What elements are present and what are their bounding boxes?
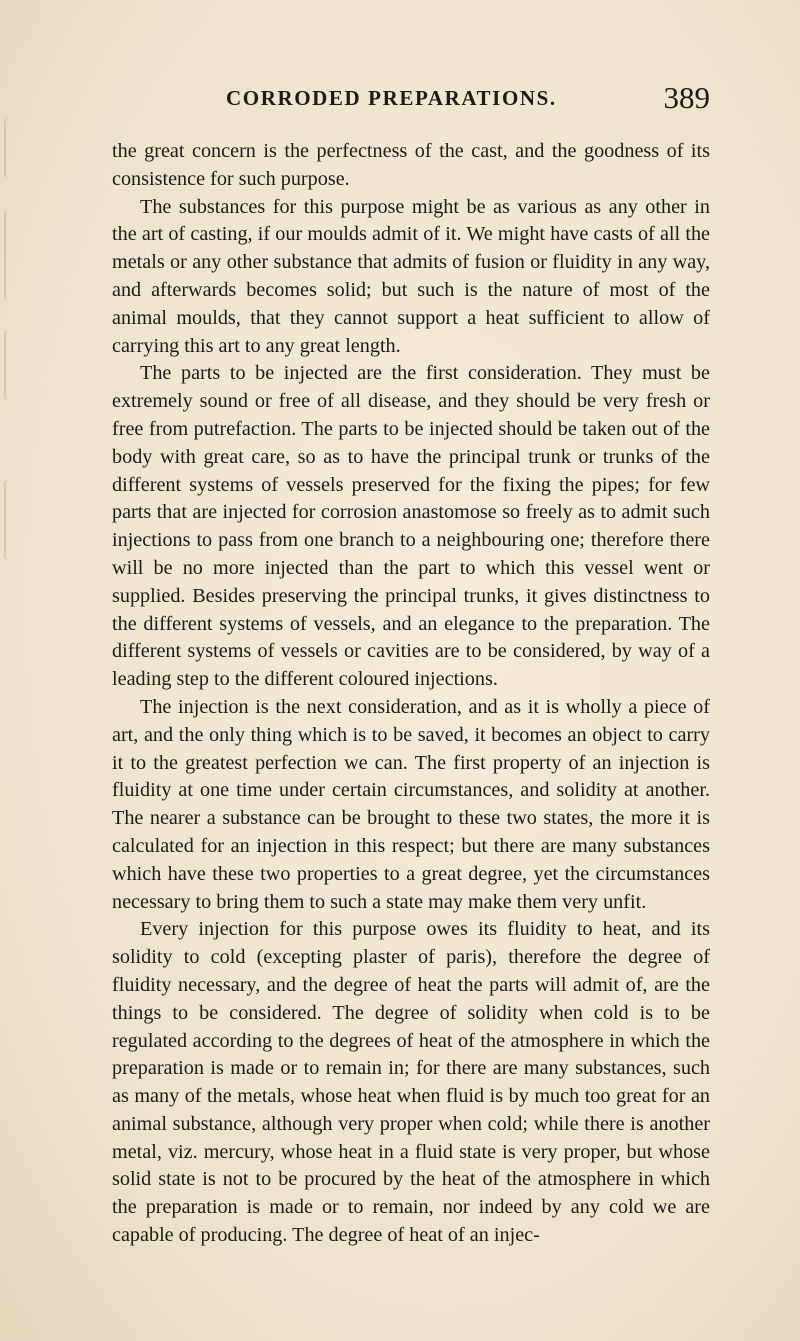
- paragraph: the great concern is the perfectness of the cast, and the goodness of its consistence for such purpose.: [112, 140, 710, 190]
- page-number: 389: [663, 80, 710, 115]
- page-header: [226, 80, 710, 116]
- paragraph: Every injection for this purpose owes its fluidity to heat, and its solidity to cold (excepting plaster of paris), therefore the degree of fluidity necessary, and the degree of heat the parts will admit of, are the things to be considered. The degree of solidity when cold is to be regulated according to the degrees of heat of the atmosphere in which the preparation is made or to remain in; for there are many substances, such as many of the metals, whose heat when fluid is by much too great for an animal substance, although very proper when cold; while there is another metal, viz. mercury, whose heat in a fluid state is very proper, but whose solid state is not to be procured by the heat of the atmosphere in which the preparation is made or to remain, nor indeed by any cold we are capable of producing. The degree of heat of an injec-: [112, 918, 710, 1247]
- running-title: CORRODED PREPARATIONS.: [226, 86, 557, 110]
- page-edge-mark: [4, 480, 14, 560]
- page-edge-mark: [4, 118, 14, 178]
- paragraph: The parts to be injected are the first consideration. They must be extremely sound or free of all disease, and they should be very fresh or free from putrefaction. The parts to be injected should be taken out of the body with great care, so as to have the principal trunk or trunks of the different systems of vessels preserved for the fixing the pipes; for few parts that are injected for corrosion anastomose so freely as to admit such injections to pass from one branch to a neighbouring one; therefore there will be no more injected than the part to which this vessel went or supplied. Besides preserving the principal trunks, it gives distinctness to the different systems of vessels, and an elegance to the preparation. The different systems of vessels or cavities are to be considered, by way of a leading step to the different coloured injections.: [112, 362, 710, 691]
- page-edge-mark: [4, 210, 14, 300]
- body-text: [112, 138, 710, 1250]
- paragraph: The injection is the next consideration, and as it is wholly a piece of art, and the only thing which is to be saved, it becomes an object to carry it to the greatest perfection we can. The first property of an injection is fluidity at one time under certain circumstances, and solidity at another. The nearer a substance can be brought to these two states, the more it is calculated for an injection in this respect; but there are many substances which have these two properties to a great degree, yet the circumstances necessary to bring them to such a state may make them very unfit.: [112, 695, 710, 913]
- page-edge-mark: [4, 330, 14, 400]
- paragraph: The substances for this purpose might be as various as any other in the art of casting, if our moulds admit of it. We might have casts of all the metals or any other substance that admits of fusion or fluidity in any way, and afterwards becomes solid; but such is the nature of most of the animal moulds, that they cannot support a heat sufficient to allow of carrying this art to any great length.: [112, 195, 710, 357]
